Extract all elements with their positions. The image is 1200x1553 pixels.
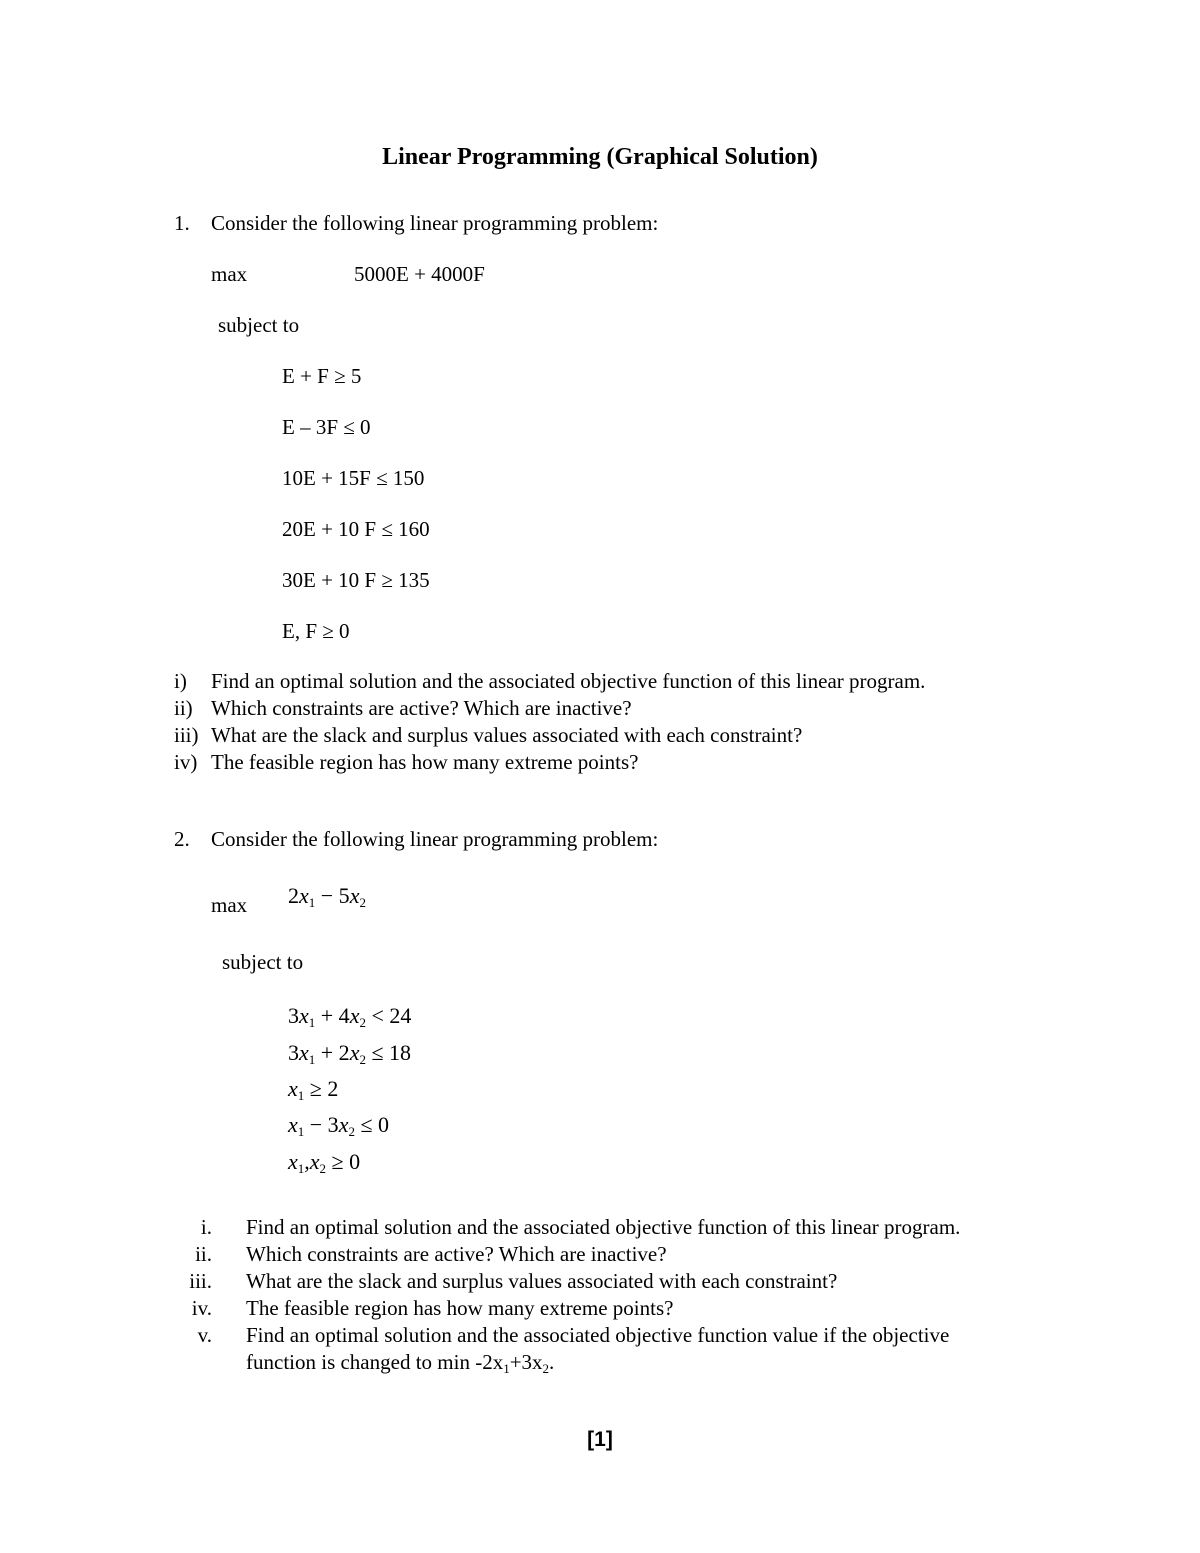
- q2-number: 2.: [174, 827, 190, 851]
- q1-constraint: 20E + 10 F ≤ 160: [282, 517, 430, 541]
- q2-constraint: $3x_1 + 2x_2 \le 18$: [288, 1040, 412, 1067]
- q2-intro: Consider the following linear programming problem:: [211, 827, 659, 851]
- q2-part-marker: iv.: [191, 1296, 212, 1320]
- q2-constraint: $3x_1 + 4x_2 < 24$: [288, 1003, 412, 1030]
- q1-constraint: 10E + 15F ≤ 150: [282, 466, 425, 490]
- q2-part-text: The feasible region has how many extreme points?: [246, 1296, 674, 1320]
- q2-part-marker: i.: [200, 1215, 212, 1239]
- q1-constraint: 30E + 10 F ≥ 135: [282, 568, 430, 592]
- q1-part-text: What are the slack and surplus values associated with each constraint?: [211, 723, 803, 747]
- q2-part-text: What are the slack and surplus values associated with each constraint?: [246, 1269, 838, 1293]
- q1-objective-label: max: [211, 262, 248, 286]
- q1-constraint: E + F ≥ 5: [282, 364, 362, 388]
- q2-objective-expr: $2x_1 - 5x_2$: [288, 883, 366, 910]
- q1-part-marker: iii): [174, 723, 199, 747]
- q1-part-marker: ii): [174, 696, 193, 720]
- q1-constraint: E – 3F ≤ 0: [282, 415, 371, 439]
- q2-objective-label: max: [211, 893, 248, 917]
- q2-part-text: Find an optimal solution and the associated objective function of this linear program.: [246, 1215, 961, 1239]
- q2-part-text: Find an optimal solution and the associated objective function value if the objective: [246, 1323, 950, 1347]
- page-title: Linear Programming (Graphical Solution): [382, 144, 818, 170]
- q1-part-text: Find an optimal solution and the associated objective function of this linear program.: [211, 669, 926, 693]
- q1-constraint: E, F ≥ 0: [282, 619, 350, 643]
- q2-part-marker: v.: [197, 1323, 212, 1347]
- q1-intro: Consider the following linear programming problem:: [211, 211, 659, 235]
- q2-subject-to: subject to: [222, 950, 304, 974]
- q2-part-marker: ii.: [195, 1242, 212, 1266]
- q2-part-text-continued: function is changed to $\min -2x_1+3x_2$.: [246, 1350, 555, 1376]
- q1-subject-to: subject to: [218, 313, 300, 337]
- q2-constraint: $x_1 - 3x_2 \le 0$: [288, 1112, 390, 1139]
- q2-constraint: $x_1,x_2 \ge 0$: [288, 1149, 361, 1176]
- q2-constraint: $x_1 \ge 2$: [288, 1076, 339, 1103]
- q1-part-marker: iv): [174, 750, 198, 774]
- page-number: [1]: [587, 1428, 613, 1451]
- q1-number: 1.: [174, 211, 190, 235]
- q2-part-marker: iii.: [189, 1269, 212, 1293]
- q1-part-marker: i): [174, 669, 187, 693]
- q1-objective-expr: 5000E + 4000F: [354, 262, 485, 286]
- q2-part-text: Which constraints are active? Which are inactive?: [246, 1242, 667, 1266]
- q1-part-text: Which constraints are active? Which are inactive?: [211, 696, 632, 720]
- q1-part-text: The feasible region has how many extreme points?: [211, 750, 639, 774]
